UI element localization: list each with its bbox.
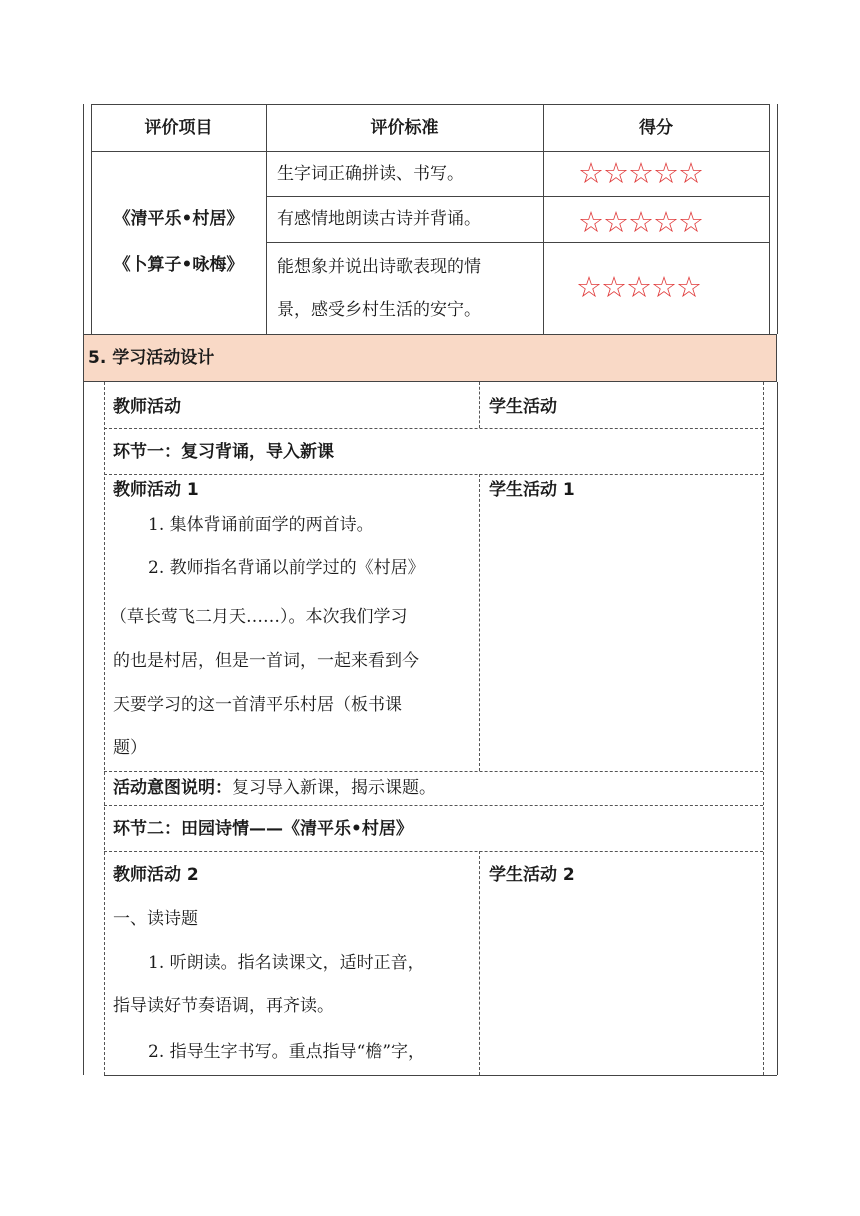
teacher-1-line-4: 的也是村居，但是一首词，一起来看到今 (113, 651, 419, 671)
criteria-1: 生字词正确拼读、书写。 (277, 164, 464, 184)
teacher-2-line-1: 一、读诗题 (113, 909, 198, 929)
student-activity-1-title: 学生活动 1 (489, 480, 575, 500)
intent-text: 复习导入新课，揭示课题。 (232, 778, 436, 798)
criteria-3-line-2: 景，感受乡村生活的安宁。 (277, 300, 481, 320)
teacher-activity-1-title: 教师活动 1 (113, 480, 199, 500)
header-eval-criteria: 评价标准 (370, 118, 439, 138)
teacher-2-line-2: 1. 听朗读。指名读课文，适时正音， (148, 953, 425, 973)
teacher-activity-header: 教师活动 (113, 397, 181, 417)
student-activity-2-title: 学生活动 2 (489, 865, 575, 885)
stage-1-title: 环节一：复习背诵，导入新课 (113, 442, 334, 462)
student-activity-header: 学生活动 (489, 397, 557, 417)
teacher-2-line-4: 2. 指导生字书写。重点指导“檐”字， (148, 1042, 426, 1062)
teacher-activity-2-title: 教师活动 2 (113, 865, 199, 885)
criteria-3-line-1: 能想象并说出诗歌表现的情 (277, 257, 481, 277)
teacher-1-line-1: 1. 集体背诵前面学的两首诗。 (148, 515, 374, 535)
section-title: 5. 学习活动设计 (88, 348, 215, 368)
star-rating-1[interactable]: ☆☆☆☆☆ (578, 156, 703, 190)
stage-2-title: 环节二：田园诗情——《清平乐•村居》 (113, 819, 413, 839)
eval-item-poem-1: 《清平乐•村居》 (113, 209, 244, 229)
header-eval-item: 评价项目 (144, 118, 213, 138)
teacher-1-line-3: （草长莺飞二月天……）。本次我们学习 (110, 607, 408, 627)
star-rating-3[interactable]: ☆☆☆☆☆ (576, 270, 701, 304)
teacher-1-line-6: 题） (113, 738, 147, 758)
eval-item-poem-2: 《卜算子•咏梅》 (113, 255, 244, 275)
teacher-2-line-3: 指导读好节奏语调，再齐读。 (113, 996, 334, 1016)
activity-intent (113, 778, 436, 798)
header-score: 得分 (639, 118, 673, 138)
teacher-1-line-5: 天要学习的这一首清平乐村居（板书课 (113, 695, 402, 715)
criteria-2: 有感情地朗读古诗并背诵。 (277, 209, 481, 229)
teacher-1-line-2: 2. 教师指名背诵以前学过的《村居》 (148, 558, 425, 578)
intent-label: 活动意图说明： (113, 778, 232, 798)
star-rating-2[interactable]: ☆☆☆☆☆ (578, 205, 703, 239)
